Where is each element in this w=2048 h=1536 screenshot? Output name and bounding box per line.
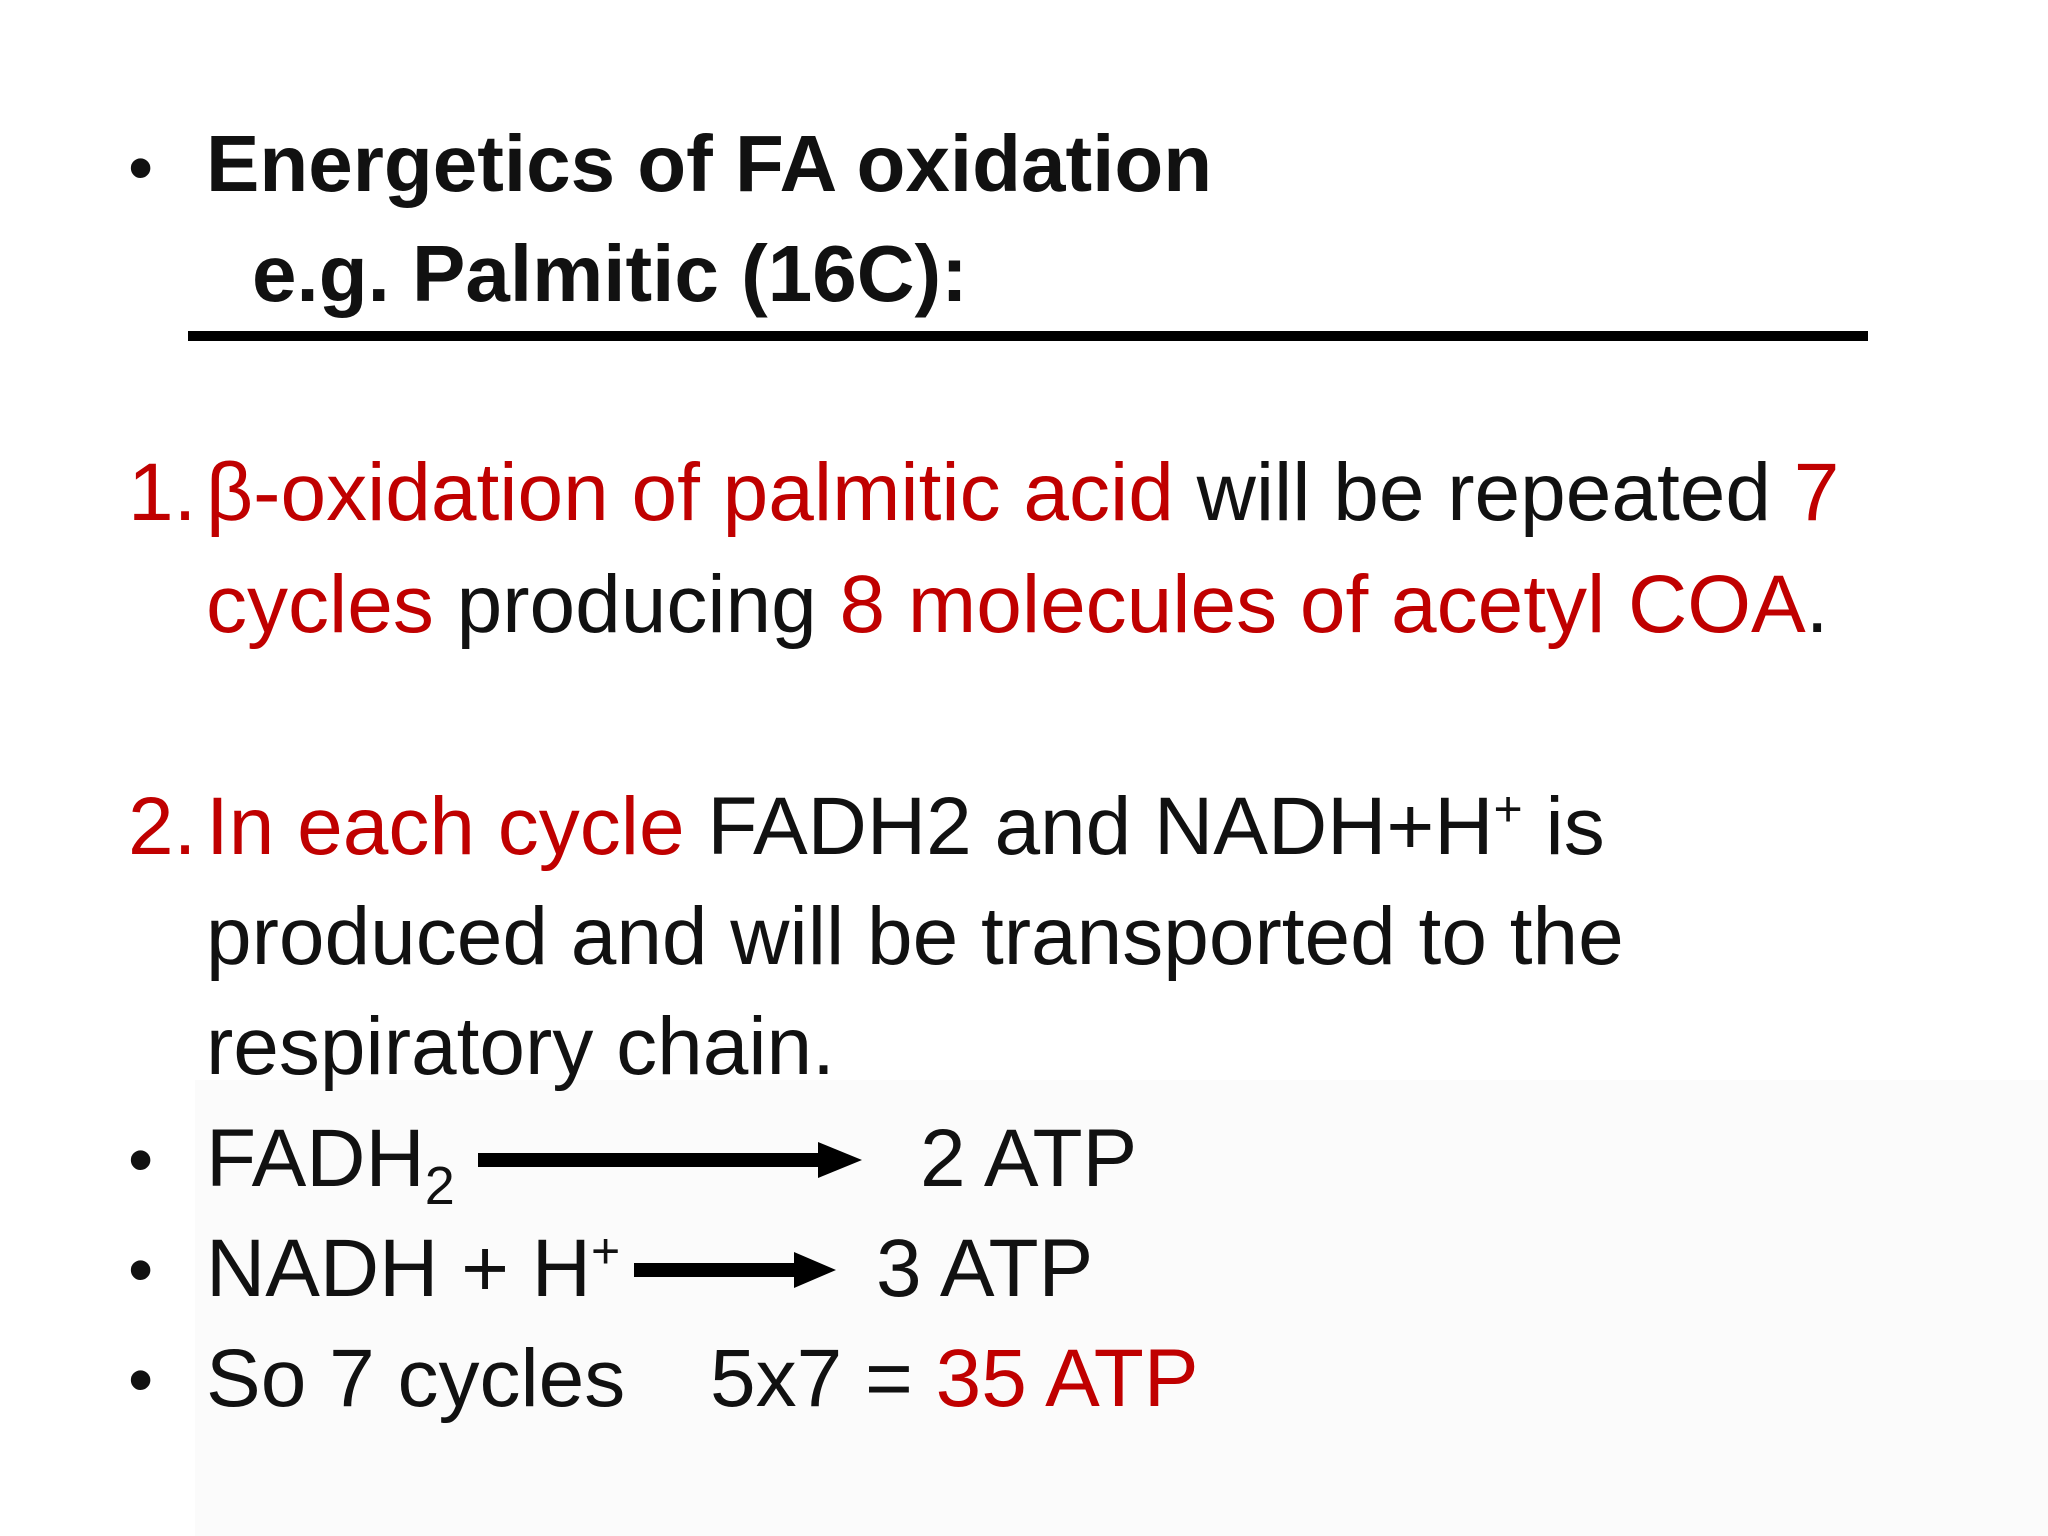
item-1-black-2: producing (433, 559, 840, 650)
item-2-superscript: + (1493, 781, 1523, 837)
fadh2-subscript: 2 (424, 1156, 455, 1216)
fadh2-result: 2 ATP (920, 1113, 1138, 1204)
item-2-line-3: respiratory chain. (206, 1001, 835, 1092)
cycles-calculation (710, 1333, 1199, 1424)
nadh-base: NADH + H (206, 1223, 592, 1314)
item-2-number: 2. (128, 781, 197, 872)
nadh-result: 3 ATP (876, 1223, 1094, 1314)
bullet-dot: • (128, 1120, 154, 1200)
cycles-calc-text: 5x7 = (710, 1333, 936, 1424)
item-1-black-3: . (1805, 559, 1829, 650)
fadh2-base: FADH (206, 1113, 425, 1204)
nadh-label (206, 1223, 621, 1314)
heading-underline (188, 331, 1868, 341)
arrow-right-icon (478, 1136, 862, 1184)
heading-subtitle: e.g. Palmitic (16C): (252, 229, 968, 318)
bullet-dot: • (128, 1340, 154, 1420)
cycles-result: 35 ATP (935, 1333, 1199, 1424)
item-1-black-1: will be repeated (1173, 447, 1794, 538)
item-1-red-4: 8 molecules of acetyl COA (839, 559, 1806, 650)
bullet-dot: • (128, 1230, 154, 1310)
item-2-black-1: FADH2 and NADH+H (684, 781, 1494, 872)
nadh-superscript: + (591, 1223, 621, 1279)
arrow-right-icon (634, 1246, 836, 1294)
fadh2-label (206, 1113, 455, 1216)
heading-title: Energetics of FA oxidation (206, 119, 1213, 208)
item-1-line-2 (206, 559, 1829, 650)
item-2-line-1 (206, 781, 1605, 872)
item-2-red-1: In each cycle (206, 781, 685, 872)
item-1-red-2: 7 (1793, 447, 1840, 538)
item-2-line-2: produced and will be transported to the (206, 891, 1624, 982)
item-2-black-2: is (1522, 781, 1605, 872)
bullet-dot: • (128, 128, 154, 208)
item-1-red-3: cycles (206, 559, 434, 650)
cycles-label: So 7 cycles (206, 1333, 626, 1424)
item-1-line-1 (206, 447, 1840, 538)
item-1-number: 1. (128, 447, 197, 538)
item-1-red-1: β-oxidation of palmitic acid (206, 447, 1174, 538)
